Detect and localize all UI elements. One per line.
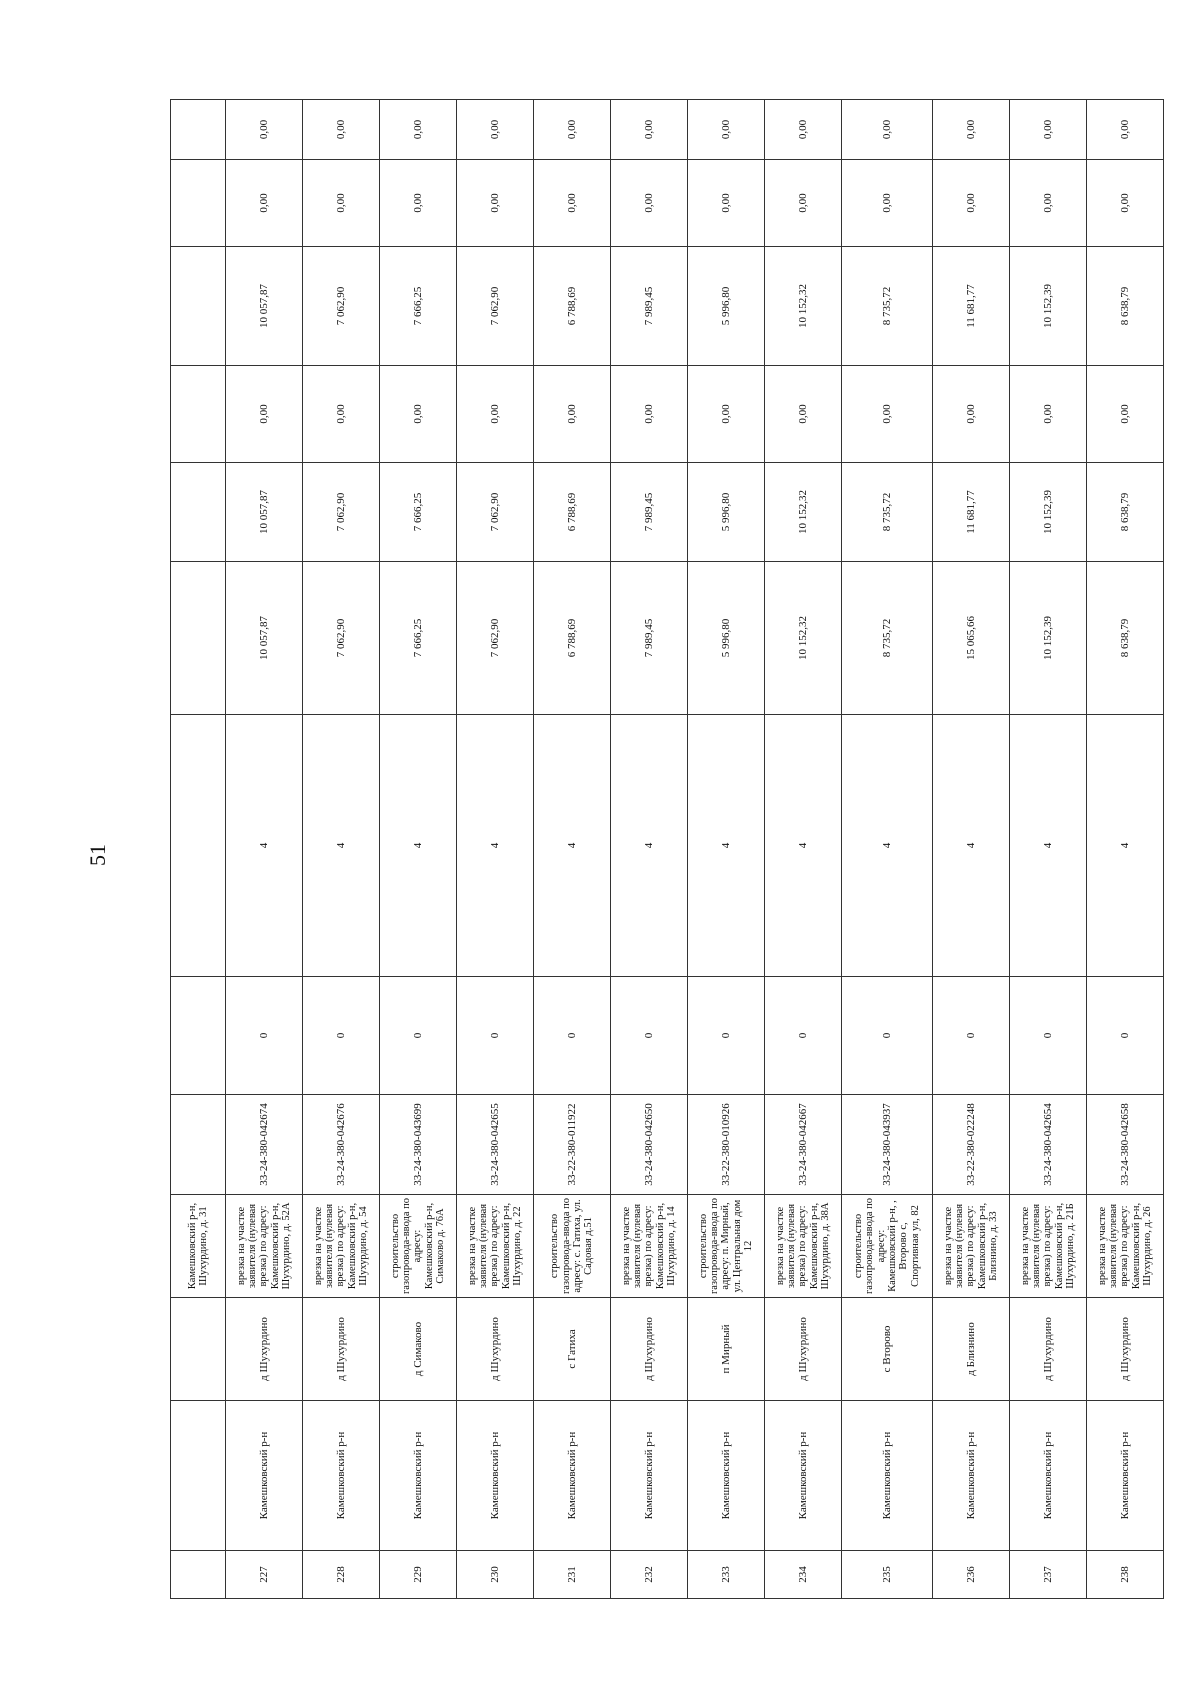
- cell-code: 33-24-380-042650: [611, 1095, 688, 1195]
- cell-v2: 7 062,90: [457, 463, 534, 562]
- cell-v6: 0,00: [380, 100, 457, 160]
- cell-place: [171, 1298, 226, 1401]
- cell-code: 33-24-380-042674: [226, 1095, 303, 1195]
- cell-c1: 0: [842, 977, 933, 1095]
- cell-c1: 0: [688, 977, 765, 1095]
- cell-v5: 0,00: [380, 160, 457, 247]
- cell-district: Камешковский р-н: [226, 1401, 303, 1551]
- cell-c1: 0: [1087, 977, 1164, 1095]
- cell-code: 33-24-380-043699: [380, 1095, 457, 1195]
- cell-place: п Мирный: [688, 1298, 765, 1401]
- cell-num: 236: [933, 1551, 1010, 1599]
- cell-description: врезка на участке заявителя (нулевая врезка) по адресу: Камешковский р-н, Шухурдино, д. 22: [457, 1195, 534, 1298]
- cell-district: Камешковский р-н: [534, 1401, 611, 1551]
- cell-v3: 0,00: [303, 366, 380, 463]
- cell-district: Камешковский р-н: [303, 1401, 380, 1551]
- cell-c1: 0: [226, 977, 303, 1095]
- cell-description: врезка на участке заявителя (нулевая врезка) по адресу: Камешковский р-н, Шухурдино, д. 21Б: [1010, 1195, 1087, 1298]
- cell-v4: 5 996,80: [688, 247, 765, 366]
- cell-code: 33-24-380-042676: [303, 1095, 380, 1195]
- cell-description: врезка на участке заявителя (нулевая врезка) по адресу: Камешковский р-н, Шухурдино, д. 52А: [226, 1195, 303, 1298]
- cell-c2: 4: [226, 715, 303, 977]
- cell-v5: 0,00: [842, 160, 933, 247]
- cell-num: 227: [226, 1551, 303, 1599]
- cell-v4: 6 788,69: [534, 247, 611, 366]
- cell-v3: 0,00: [765, 366, 842, 463]
- cell-v3: 0,00: [842, 366, 933, 463]
- cell-code: 33-24-380-043937: [842, 1095, 933, 1195]
- cell-v4: 7 989,45: [611, 247, 688, 366]
- table-row: [457, 100, 534, 1599]
- cell-v1: 7 666,25: [380, 562, 457, 715]
- cell-v1: 5 996,80: [688, 562, 765, 715]
- cell-v3: 0,00: [1010, 366, 1087, 463]
- cell-v6: 0,00: [765, 100, 842, 160]
- cell-v6: 0,00: [842, 100, 933, 160]
- table-row: [303, 100, 380, 1599]
- cell-v2: 7 989,45: [611, 463, 688, 562]
- cell-description: строительство газопровода-ввода по адресу: с. Гатиха, ул. Садовая д.51: [534, 1195, 611, 1298]
- cell-v4: 11 681,77: [933, 247, 1010, 366]
- cell-c2: 4: [1010, 715, 1087, 977]
- cell-code: 33-22-380-011922: [534, 1095, 611, 1195]
- cell-v2: 7 062,90: [303, 463, 380, 562]
- cell-district: Камешковский р-н: [380, 1401, 457, 1551]
- table-row: [1087, 100, 1164, 1599]
- cell-v6: 0,00: [1087, 100, 1164, 160]
- cell-v4: 7 062,90: [303, 247, 380, 366]
- cell-v1: 6 788,69: [534, 562, 611, 715]
- cell-code: 33-24-380-042658: [1087, 1095, 1164, 1195]
- cell-num: 228: [303, 1551, 380, 1599]
- cell-code: 33-24-380-042654: [1010, 1095, 1087, 1195]
- table-row: [226, 100, 303, 1599]
- table-row-continuation: [171, 100, 226, 1599]
- cell-c1: 0: [380, 977, 457, 1095]
- cell-v5: 0,00: [688, 160, 765, 247]
- cell-v6: 0,00: [1010, 100, 1087, 160]
- cell-v4: 10 152,32: [765, 247, 842, 366]
- cell-v4: [171, 247, 226, 366]
- cell-c2: 4: [933, 715, 1010, 977]
- cell-code: 33-22-380-022248: [933, 1095, 1010, 1195]
- cell-v6: 0,00: [688, 100, 765, 160]
- cell-v2: 6 788,69: [534, 463, 611, 562]
- cell-v4: 8 638,79: [1087, 247, 1164, 366]
- cell-v4: 7 666,25: [380, 247, 457, 366]
- cell-district: Камешковский р-н: [457, 1401, 534, 1551]
- cell-v3: 0,00: [933, 366, 1010, 463]
- cell-district: Камешковский р-н: [1087, 1401, 1164, 1551]
- cell-place: д Шухурдино: [303, 1298, 380, 1401]
- cell-v6: 0,00: [226, 100, 303, 160]
- cell-num: 229: [380, 1551, 457, 1599]
- cell-v3: 0,00: [611, 366, 688, 463]
- cell-num: 230: [457, 1551, 534, 1599]
- cell-v2: 10 057,87: [226, 463, 303, 562]
- cell-v5: 0,00: [1087, 160, 1164, 247]
- cell-c2: 4: [303, 715, 380, 977]
- cell-v2: 11 681,77: [933, 463, 1010, 562]
- cell-place: с Гатиха: [534, 1298, 611, 1401]
- cell-c1: 0: [765, 977, 842, 1095]
- cell-district: Камешковский р-н: [842, 1401, 933, 1551]
- cell-c1: 0: [1010, 977, 1087, 1095]
- cell-c2: 4: [380, 715, 457, 977]
- table-row: [933, 100, 1010, 1599]
- cell-num: [171, 1551, 226, 1599]
- cell-description: строительство газопровода-ввода по адресу: п. Мирный, ул. Центральная дом 12: [688, 1195, 765, 1298]
- cell-place: д Симаково: [380, 1298, 457, 1401]
- cell-c1: 0: [611, 977, 688, 1095]
- cell-v1: 8 735,72: [842, 562, 933, 715]
- cell-description: врезка на участке заявителя (нулевая врезка) по адресу: Камешковский р-н, Шухурдино, д. 14: [611, 1195, 688, 1298]
- cell-c2: 4: [842, 715, 933, 977]
- cell-district: Камешковский р-н: [611, 1401, 688, 1551]
- cell-v5: 0,00: [534, 160, 611, 247]
- cell-place: д Шухурдино: [765, 1298, 842, 1401]
- cell-c2: 4: [1087, 715, 1164, 977]
- cell-v1: 7 062,90: [303, 562, 380, 715]
- cell-c2: 4: [765, 715, 842, 977]
- cell-num: 232: [611, 1551, 688, 1599]
- cell-v5: 0,00: [611, 160, 688, 247]
- cell-v3: 0,00: [380, 366, 457, 463]
- cell-v1: 10 057,87: [226, 562, 303, 715]
- cell-v2: 8 735,72: [842, 463, 933, 562]
- cell-v6: 0,00: [303, 100, 380, 160]
- cell-description: строительство газопровода-ввода по адресу: Камешковский р-н, Симаково д. 76А: [380, 1195, 457, 1298]
- cell-v3: 0,00: [226, 366, 303, 463]
- cell-v2: 10 152,39: [1010, 463, 1087, 562]
- cell-v1: 7 062,90: [457, 562, 534, 715]
- cell-c1: 0: [457, 977, 534, 1095]
- cell-v2: 10 152,32: [765, 463, 842, 562]
- table-row: [1010, 100, 1087, 1599]
- cell-v4: 7 062,90: [457, 247, 534, 366]
- cell-place: д Шухурдино: [1010, 1298, 1087, 1401]
- cell-c1: 0: [534, 977, 611, 1095]
- cell-v2: 8 638,79: [1087, 463, 1164, 562]
- cell-num: 231: [534, 1551, 611, 1599]
- cell-v5: 0,00: [933, 160, 1010, 247]
- table-row: [842, 100, 933, 1599]
- cell-v6: 0,00: [534, 100, 611, 160]
- cell-v6: 0,00: [933, 100, 1010, 160]
- cell-district: Камешковский р-н: [1010, 1401, 1087, 1551]
- cell-v2: [171, 463, 226, 562]
- cell-v2: 7 666,25: [380, 463, 457, 562]
- cell-v1: 8 638,79: [1087, 562, 1164, 715]
- cell-district: Камешковский р-н: [688, 1401, 765, 1551]
- cell-v3: [171, 366, 226, 463]
- cell-description: врезка на участке заявителя (нулевая врезка) по адресу: Камешковский р-н, Шухурдино, д. 38А: [765, 1195, 842, 1298]
- cell-c2: 4: [688, 715, 765, 977]
- cell-place: с Второво: [842, 1298, 933, 1401]
- cell-description: врезка на участке заявителя (нулевая врезка) по адресу: Камешковский р-н, Близнино, д. 33: [933, 1195, 1010, 1298]
- cell-v3: 0,00: [457, 366, 534, 463]
- cell-place: д Шухурдино: [1087, 1298, 1164, 1401]
- table-row: [765, 100, 842, 1599]
- cell-v5: [171, 160, 226, 247]
- cell-v4: 8 735,72: [842, 247, 933, 366]
- cell-v1: 10 152,39: [1010, 562, 1087, 715]
- cell-num: 233: [688, 1551, 765, 1599]
- cell-code: 33-24-380-042667: [765, 1095, 842, 1195]
- table-row: [534, 100, 611, 1599]
- cell-c2: [171, 715, 226, 977]
- cell-c2: 4: [534, 715, 611, 977]
- cell-code: [171, 1095, 226, 1195]
- data-table: [170, 99, 1164, 1599]
- cell-v6: [171, 100, 226, 160]
- page-number: 51: [85, 844, 110, 866]
- cell-place: д Близнино: [933, 1298, 1010, 1401]
- cell-v5: 0,00: [303, 160, 380, 247]
- cell-v3: 0,00: [688, 366, 765, 463]
- cell-v5: 0,00: [457, 160, 534, 247]
- cell-v5: 0,00: [1010, 160, 1087, 247]
- cell-code: 33-22-380-010926: [688, 1095, 765, 1195]
- cell-district: Камешковский р-н: [933, 1401, 1010, 1551]
- cell-v3: 0,00: [534, 366, 611, 463]
- cell-v1: 15 065,66: [933, 562, 1010, 715]
- cell-code: 33-24-380-042655: [457, 1095, 534, 1195]
- cell-v5: 0,00: [765, 160, 842, 247]
- cell-description: врезка на участке заявителя (нулевая врезка) по адресу: Камешковский р-н, Шухурдино, д. 26: [1087, 1195, 1164, 1298]
- cell-num: 238: [1087, 1551, 1164, 1599]
- cell-description: строительство газопровода-ввода по адресу: Камешковский р-н, , Второво с, Спортивная ул, 82: [842, 1195, 933, 1298]
- cell-v1: [171, 562, 226, 715]
- table-row: [688, 100, 765, 1599]
- cell-v6: 0,00: [457, 100, 534, 160]
- cell-place: д Шухурдино: [611, 1298, 688, 1401]
- cell-c2: 4: [611, 715, 688, 977]
- table-row: [611, 100, 688, 1599]
- cell-description: Камешковский р-н, Шухурдино, д. 31: [171, 1195, 226, 1298]
- cell-v5: 0,00: [226, 160, 303, 247]
- cell-c1: [171, 977, 226, 1095]
- rotated-table-container: [170, 100, 1153, 1599]
- cell-v1: 7 989,45: [611, 562, 688, 715]
- cell-district: Камешковский р-н: [765, 1401, 842, 1551]
- cell-num: 235: [842, 1551, 933, 1599]
- cell-description: врезка на участке заявителя (нулевая врезка) по адресу: Камешковский р-н, Шухурдино, д. 54: [303, 1195, 380, 1298]
- cell-v3: 0,00: [1087, 366, 1164, 463]
- cell-district: [171, 1401, 226, 1551]
- cell-c1: 0: [303, 977, 380, 1095]
- cell-c1: 0: [933, 977, 1010, 1095]
- cell-v6: 0,00: [611, 100, 688, 160]
- cell-v1: 10 152,32: [765, 562, 842, 715]
- cell-c2: 4: [457, 715, 534, 977]
- cell-place: д Шухурдино: [457, 1298, 534, 1401]
- cell-v2: 5 996,80: [688, 463, 765, 562]
- cell-v4: 10 152,39: [1010, 247, 1087, 366]
- cell-num: 234: [765, 1551, 842, 1599]
- cell-place: д Шухурдино: [226, 1298, 303, 1401]
- table-row: [380, 100, 457, 1599]
- cell-v4: 10 057,87: [226, 247, 303, 366]
- cell-num: 237: [1010, 1551, 1087, 1599]
